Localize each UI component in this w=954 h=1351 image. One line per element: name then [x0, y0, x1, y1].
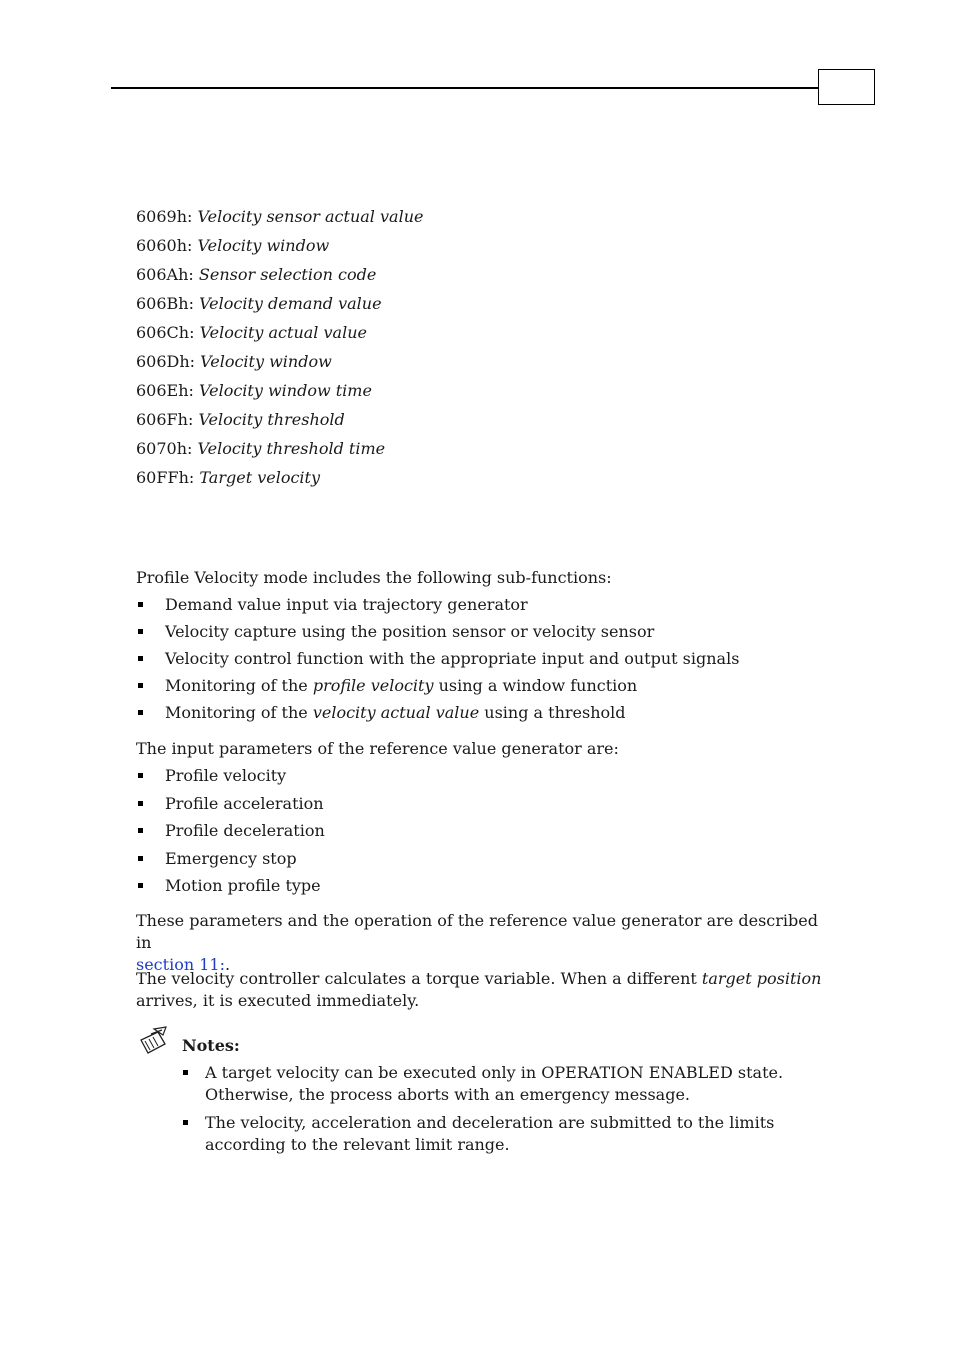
object-name: Velocity window time	[199, 381, 372, 400]
list-item: Profile acceleration	[136, 793, 325, 815]
described-paragraph: These parameters and the operation of the reference value generator are described in section 11:.	[136, 911, 818, 974]
page-number-box	[818, 69, 875, 105]
subfunctions-intro: Profile Velocity mode includes the following sub-functions:	[136, 568, 612, 587]
object-entry: 60FFh: Target velocity	[136, 468, 321, 487]
note-item: The velocity, acceleration and deceleration are submitted to the limits according to the relevant limit range.	[182, 1112, 832, 1156]
object-name: Velocity sensor actual value	[197, 207, 424, 226]
object-name: Velocity window	[200, 352, 332, 371]
object-name: Velocity threshold	[198, 410, 345, 429]
object-name: Velocity threshold time	[197, 439, 386, 458]
subfunction-list	[136, 594, 739, 724]
object-entry: 606Fh: Velocity threshold	[136, 410, 345, 429]
list-item: Motion profile type	[136, 875, 325, 897]
list-item: Velocity control function with the appropriate input and output signals	[136, 648, 739, 670]
note-item: A target velocity can be executed only in OPERATION ENABLED state. Otherwise, the process aborts with an emergency message.	[182, 1062, 832, 1106]
object-list	[136, 205, 423, 495]
object-entry: 606Ah: Sensor selection code	[136, 265, 377, 284]
object-entry: 6070h: Velocity threshold time	[136, 439, 386, 458]
list-item: Profile velocity	[136, 765, 325, 787]
list-item: Emergency stop	[136, 848, 325, 870]
notes-list	[182, 1062, 832, 1162]
section-11-link[interactable]: section 11:	[136, 955, 225, 974]
input-parameter-list	[136, 765, 325, 897]
list-item: Profile deceleration	[136, 820, 325, 842]
notes-title: Notes:	[182, 1036, 240, 1055]
object-name: Velocity actual value	[199, 323, 367, 342]
pencil-note-icon	[138, 1026, 170, 1056]
object-name: Velocity demand value	[199, 294, 382, 313]
header-rule	[111, 87, 819, 89]
list-item: Velocity capture using the position sensor or velocity sensor	[136, 621, 739, 643]
list-item: Monitoring of the velocity actual value using a threshold	[136, 702, 739, 724]
object-entry: 606Eh: Velocity window time	[136, 381, 372, 400]
object-name: Sensor selection code	[198, 265, 377, 284]
object-name: Target velocity	[199, 468, 321, 487]
list-item: Monitoring of the profile velocity using a window function	[136, 675, 739, 697]
object-entry: 606Bh: Velocity demand value	[136, 294, 382, 313]
controller-paragraph: The velocity controller calculates a torque variable. When a different target position arrives, it is executed immediately.	[136, 969, 822, 1010]
inputs-intro: The input parameters of the reference value generator are:	[136, 739, 619, 758]
object-entry: 6060h: Velocity window	[136, 236, 330, 255]
object-name: Velocity window	[197, 236, 330, 255]
list-item: Demand value input via trajectory generator	[136, 594, 739, 616]
object-entry: 606Dh: Velocity window	[136, 352, 332, 371]
object-entry: 606Ch: Velocity actual value	[136, 323, 367, 342]
object-entry: 6069h: Velocity sensor actual value	[136, 207, 424, 226]
